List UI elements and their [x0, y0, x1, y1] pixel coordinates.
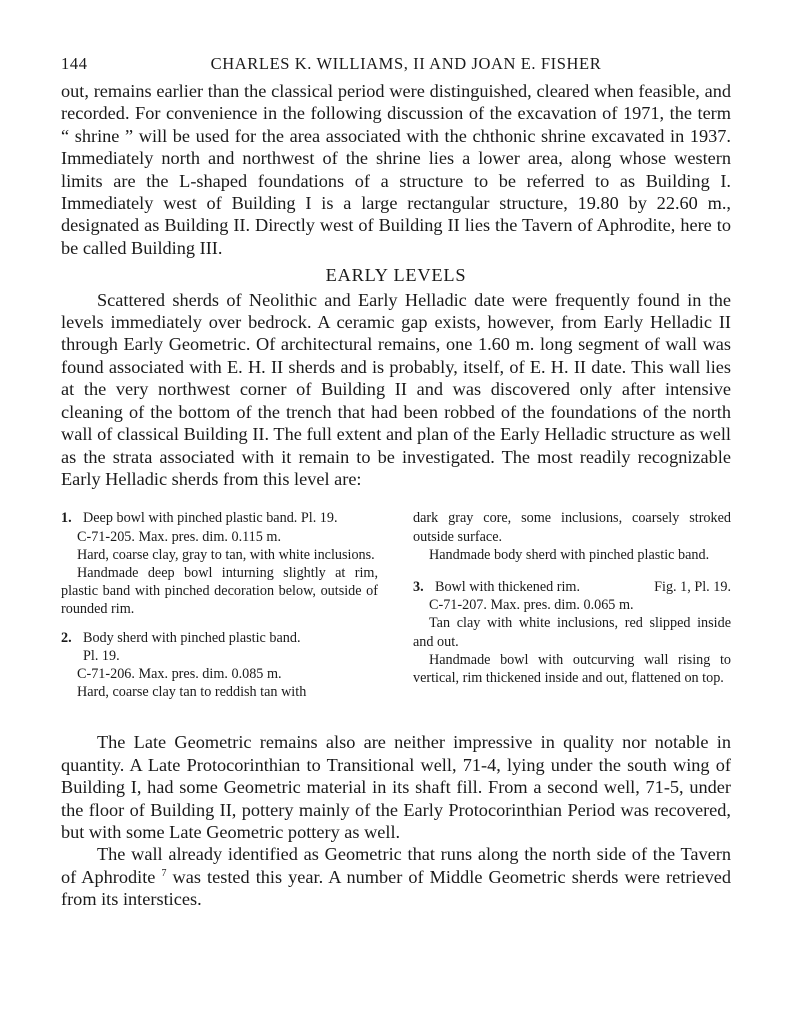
entry-description: Handmade bowl with outcurving wall rising to vertical, rim thickened inside and out, flattened on top.	[413, 651, 731, 686]
entry-inventory: C-71-206. Max. pres. dim. 0.085 m.	[77, 665, 282, 682]
entry-heading	[413, 578, 731, 596]
entry-title: Body sherd with pinched plastic band.	[83, 629, 301, 646]
geometric-wall-paragraph	[61, 843, 731, 910]
entry-heading	[61, 629, 378, 647]
catalogue-entry-2	[61, 629, 378, 702]
catalogue-entry-1	[61, 509, 378, 618]
entry-number: 2.	[61, 629, 72, 646]
page-number: 144	[61, 54, 88, 73]
entry-fabric-continued: dark gray core, some inclusions, coarsely stroked outside surface.	[413, 510, 731, 545]
entry-inventory: C-71-207. Max. pres. dim. 0.065 m.	[429, 597, 634, 614]
catalogue-column-left	[61, 509, 378, 711]
entry-number: 3.	[413, 578, 424, 595]
entry-fabric: Hard, coarse clay, gray to tan, with white inclusions.	[77, 546, 375, 563]
entry-title: Bowl with thickened rim.	[435, 578, 581, 595]
paragraph-text: The wall already identified as Geometric that runs along the north side of the Tavern of Aphrodite	[61, 844, 731, 887]
entry-plate: Pl. 19.	[83, 647, 120, 664]
entry-description: Handmade body sherd with pinched plastic band.	[429, 546, 710, 563]
entry-fabric: Tan clay with white inclusions, red slipped inside and out.	[413, 615, 731, 650]
paragraph-text: was tested this year. A number of Middle Geometric sherds were retrieved from its interstices.	[61, 866, 732, 910]
footnote-reference[interactable]: 7	[161, 867, 167, 879]
catalogue-entry-3	[413, 578, 731, 687]
catalogue-entry-2-continued	[413, 509, 731, 564]
entry-heading	[61, 509, 378, 527]
running-head	[61, 54, 731, 80]
catalogue	[61, 509, 731, 711]
entry-figure-ref: Fig. 1, Pl. 19.	[654, 578, 731, 595]
late-geometric-paragraph: The Late Geometric remains also are neither impressive in quality nor notable in quantity. A Late Protocorinthian to Transitional well, 71-4, lying under the south wing of Building I, had some Geometric material in its shaft fill. From a second well, 71-5, under the floor of Building II, pottery mainly of the Early Protocorinthian Period was recovered, but with some Late Geometric pottery as well.	[61, 732, 731, 842]
page	[61, 54, 731, 911]
early-levels-paragraph: Scattered sherds of Neolithic and Early Helladic date were frequently found in the levels immediately over bedrock. A ceramic gap exists, however, from Early Helladic II through Early Geometric. Of architectural remains, one 1.60 m. long segment of wall was found associated with E. H. II sherds and is probably, itself, of E. H. II date. This wall lies at the very northwest corner of Building II and was discovered only after intensive cleaning of the bottom of the trench that had been robbed of the foundations of the north wall of classical Building II. The full extent and plan of the Early Helladic structure as well as the strata associated with it remain to be investigated. The most readily recognizable Early Helladic sherds from this level are:	[61, 289, 731, 489]
entry-fabric: Hard, coarse clay tan to reddish tan with	[77, 684, 307, 701]
entry-number: 1.	[61, 510, 72, 527]
entry-description: Handmade deep bowl inturning slightly at rim, plastic band with pinched decoration below, outside of rounded rim.	[61, 564, 378, 618]
intro-paragraph: out, remains earlier than the classical period were distinguished, cleared when feasible, and recorded. For convenience in the following discussion of the excavation of 1971, the term “ shrine ” will be used for the area associated with the chthonic shrine excavated in 1937. Immediately north and northwest of the shrine lies a lower area, along whose western limits are the L-shaped foundations of a structure to be referred to as Building I. Immediately west of Building I is a large rectangular structure, 19.80 by 22.60 m., designated as Building II. Directly west of Building II lies the Tavern of Aphrodite, here to be called Building III.	[61, 81, 731, 258]
running-head-authors: CHARLES K. WILLIAMS, II AND JOAN E. FISHER	[210, 54, 602, 73]
catalogue-column-right	[413, 509, 731, 711]
entry-title: Deep bowl with pinched plastic band. Pl. 19.	[83, 510, 338, 527]
section-heading: EARLY LEVELS	[325, 265, 467, 286]
entry-inventory: C-71-205. Max. pres. dim. 0.115 m.	[77, 528, 281, 545]
